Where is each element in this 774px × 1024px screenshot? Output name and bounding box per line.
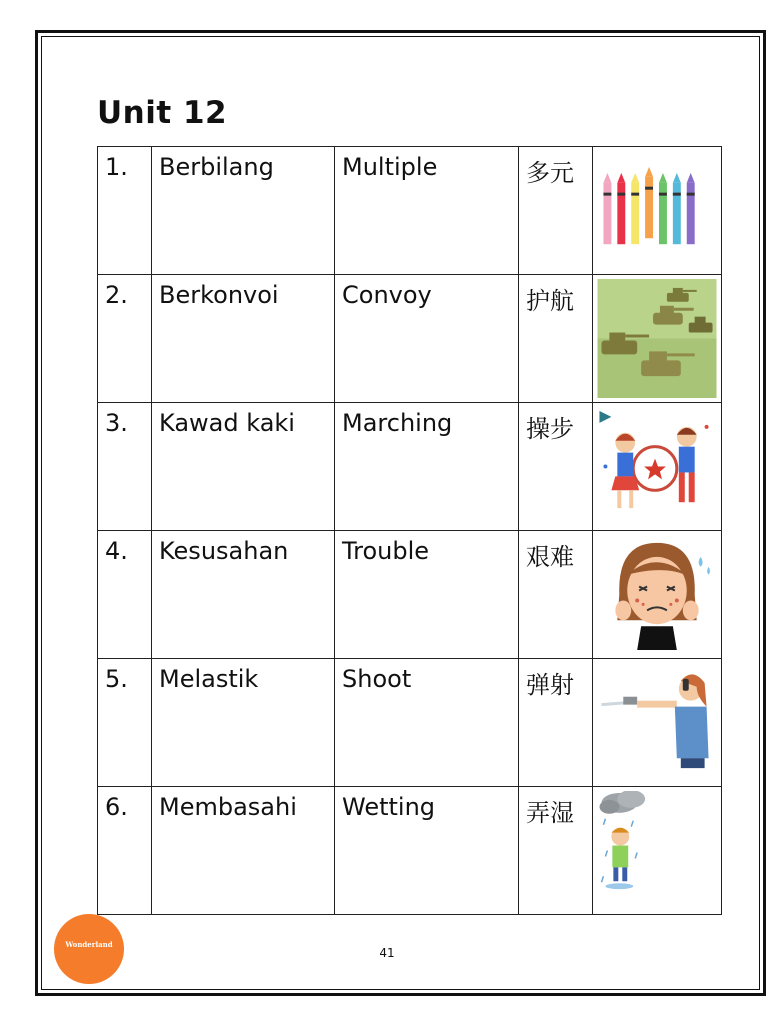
page-title: Unit 12 <box>97 95 228 131</box>
english-word: Shoot <box>335 659 519 787</box>
english-word: Multiple <box>335 147 519 275</box>
english-word: Convoy <box>335 275 519 403</box>
malay-word: Berkonvoi <box>152 275 335 403</box>
malay-word: Kesusahan <box>152 531 335 659</box>
crayons-icon <box>597 151 717 270</box>
table-row <box>98 531 722 659</box>
malay-word: Berbilang <box>152 147 335 275</box>
row-number: 3. <box>98 403 152 531</box>
english-word: Marching <box>335 403 519 531</box>
table-row <box>98 275 722 403</box>
rain-cloud-icon <box>597 791 717 910</box>
chinese-word: 弄湿 <box>519 787 593 915</box>
malay-word: Melastik <box>152 659 335 787</box>
row-number: 5. <box>98 659 152 787</box>
malay-word: Membasahi <box>152 787 335 915</box>
malay-word: Kawad kaki <box>152 403 335 531</box>
chinese-word: 弹射 <box>519 659 593 787</box>
row-number: 1. <box>98 147 152 275</box>
logo-text: Wonderland <box>65 940 113 949</box>
chinese-word: 操步 <box>519 403 593 531</box>
table-row <box>98 787 722 915</box>
marching-children-icon <box>597 407 717 526</box>
chinese-word: 护航 <box>519 275 593 403</box>
table-row <box>98 147 722 275</box>
vocabulary-table <box>97 146 722 915</box>
troubled-girl-icon <box>597 535 717 654</box>
shooter-icon <box>597 663 717 782</box>
english-word: Trouble <box>335 531 519 659</box>
page-number: 41 <box>379 946 395 960</box>
row-number: 2. <box>98 275 152 403</box>
row-number: 4. <box>98 531 152 659</box>
chinese-word: 多元 <box>519 147 593 275</box>
table-row <box>98 659 722 787</box>
table-row <box>98 403 722 531</box>
tank-convoy-icon <box>597 279 717 398</box>
chinese-word: 艰难 <box>519 531 593 659</box>
english-word: Wetting <box>335 787 519 915</box>
row-number: 6. <box>98 787 152 915</box>
